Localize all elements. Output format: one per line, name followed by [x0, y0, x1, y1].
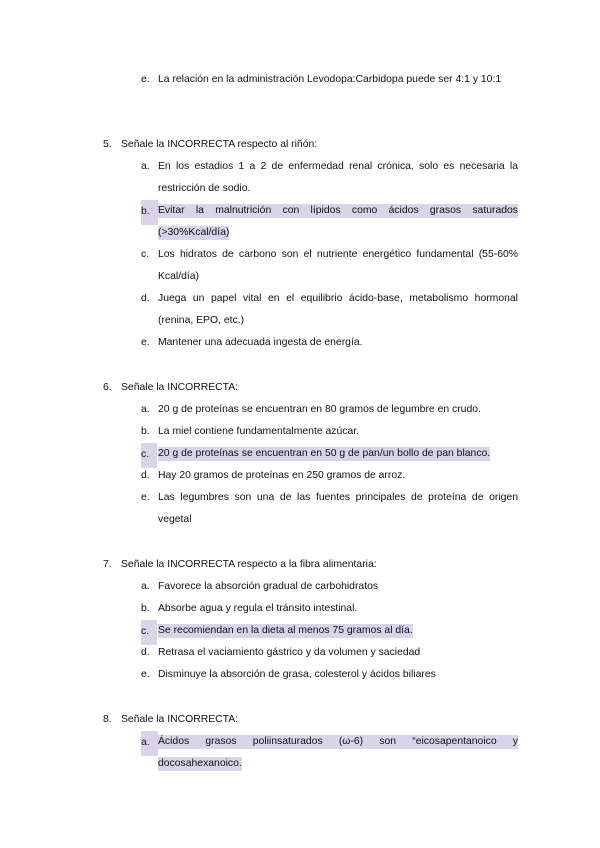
question-prompt: Señale la INCORRECTA respecto al riñón: — [121, 139, 318, 150]
option-7d — [103, 642, 518, 664]
question-prompt: Señale la INCORRECTA respecto a la fibra alimentaria: — [121, 559, 377, 570]
option-text: Retrasa el vaciamiento gástrico y da volumen y saciedad — [158, 647, 421, 658]
option-text: Evitar la malnutrición con lípidos como ácidos grasos saturados (>30%Kcal/día) — [158, 205, 518, 238]
option-5c — [103, 244, 518, 288]
option-text: Juega un papel vital en el equilibrio ácido-base, metabolismo hormonal (renina, EPO, etc.) — [158, 293, 518, 326]
question-4-options — [103, 69, 523, 91]
question-prompt: Señale la INCORRECTA: — [121, 382, 239, 393]
option-text: La miel contiene fundamentalmente azúcar. — [158, 426, 360, 437]
option-6d — [103, 465, 518, 487]
option-text: Ácidos grasos poliinsaturados (ω-6) son “eicosapentanoico y docosahexanoico. — [158, 736, 518, 769]
option-letter: e. — [141, 337, 150, 348]
option-8a-highlighted — [103, 731, 518, 775]
option-letter: e. — [141, 492, 150, 503]
option-letter: d. — [141, 647, 150, 658]
option-letter: c. — [141, 249, 150, 260]
option-6c-highlighted — [103, 443, 518, 465]
option-letter: d. — [141, 293, 150, 304]
option-7a — [103, 576, 518, 598]
option-text: Favorece la absorción gradual de carbohidratos — [158, 581, 379, 592]
option-text: Se recomiendan en la dieta al menos 75 gramos al día. — [158, 625, 413, 636]
option-letter: b. — [141, 603, 150, 614]
option-letter: e. — [141, 669, 150, 680]
option-letter: c. — [141, 443, 157, 468]
question-6-header — [103, 377, 523, 399]
option-6a — [103, 399, 518, 421]
option-text: Disminuye la absorción de grasa, colesterol y ácidos biliares — [158, 669, 436, 680]
question-7-header — [103, 554, 523, 576]
question-number: 5. — [103, 139, 112, 150]
question-8 — [103, 709, 523, 775]
option-text: Hay 20 gramos de proteínas en 250 gramos de arroz. — [158, 470, 406, 481]
question-8-options — [103, 731, 523, 775]
option-letter: b. — [141, 200, 158, 225]
option-letter: a. — [141, 731, 158, 756]
question-5 — [103, 134, 523, 354]
option-5a — [103, 156, 518, 200]
question-6-options — [103, 399, 523, 531]
question-6 — [103, 377, 523, 531]
option-letter: e. — [141, 74, 150, 85]
option-letter: c. — [141, 620, 157, 645]
question-4-continuation — [103, 69, 523, 91]
option-letter: b. — [141, 426, 150, 437]
option-7b — [103, 598, 518, 620]
option-text: La relación en la administración Levodopa:Carbidopa puede ser 4:1 y 10:1 — [158, 74, 502, 85]
option-7e — [103, 664, 518, 686]
question-7 — [103, 554, 523, 686]
question-5-options — [103, 156, 523, 354]
option-text: Las legumbres son una de las fuentes principales de proteína de origen vegetal — [158, 492, 518, 525]
option-letter: a. — [141, 404, 150, 415]
option-7c-highlighted — [103, 620, 518, 642]
option-letter: a. — [141, 161, 150, 172]
option-text: Absorbe agua y regula el tránsito intestinal. — [158, 603, 358, 614]
question-number: 6. — [103, 382, 112, 393]
question-prompt: Señale la INCORRECTA: — [121, 714, 239, 725]
option-text: Mantener una adecuada ingesta de energía. — [158, 337, 363, 348]
option-6e — [103, 487, 518, 531]
option-5b-highlighted — [103, 200, 518, 244]
option-text: Los hidratos de carbono son el nutriente energético fundamental (55-60% Kcal/día) — [158, 249, 518, 282]
question-number: 7. — [103, 559, 112, 570]
question-number: 8. — [103, 714, 112, 725]
option-6b — [103, 421, 518, 443]
option-4e — [103, 69, 518, 91]
question-8-header — [103, 709, 523, 731]
option-text: 20 g de proteínas se encuentran en 50 g de pan/un bollo de pan blanco. — [158, 448, 491, 459]
option-5e — [103, 332, 518, 354]
option-letter: d. — [141, 470, 150, 481]
option-letter: a. — [141, 581, 150, 592]
question-7-options — [103, 576, 523, 686]
option-text: 20 g de proteínas se encuentran en 80 gramos de legumbre en crudo. — [158, 404, 481, 415]
question-5-header — [103, 134, 523, 156]
option-5d — [103, 288, 518, 332]
option-text: En los estadios 1 a 2 de enfermedad renal crónica, solo es necesaria la restricción de sodio. — [158, 161, 518, 194]
